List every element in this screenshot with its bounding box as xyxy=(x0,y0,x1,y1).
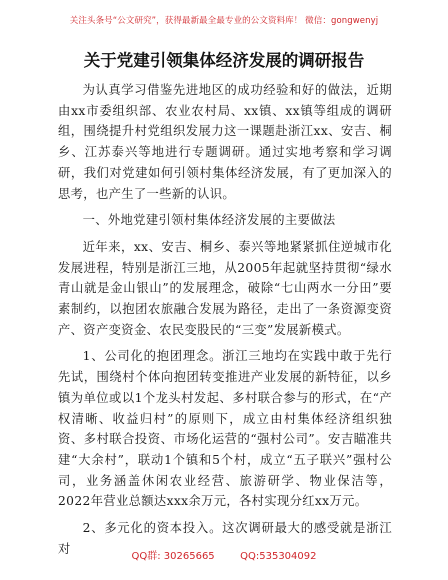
qq-text: QQ:535304092 xyxy=(240,551,317,562)
paragraph-overview: 近年来，xx、安吉、桐乡、泰兴等地紧紧抓住逆城市化发展进程，特别是浙江三地，从2005年起就坚持贯彻“绿水青山就是金山银山”的发展理念，破除“七山两水一分田”要素制约，以抱团农旅融合发展为路径，走出了一条资源变资产、资产变资金、农民变股民的“三变”发展新模式。 xyxy=(58,239,392,337)
document-title: 关于党建引领集体经济发展的调研报告 xyxy=(83,51,365,70)
paragraph-intro: 为认真学习借鉴先进地区的成功经验和好的做法，近期由xx市委组织部、农业农村局、xx镇、xx镇等组成的调研组，围绕提升村党组织发展力这一课题赴浙江xx、安吉、桐乡、江苏泰兴等地进行专题调研。通过实地考察和学习调研，我们对党建如何引领村集体经济发展，有了更加深入的思考，也产生了一些新的认识。 xyxy=(58,83,392,201)
footer-contact xyxy=(0,547,448,562)
paragraph-point-1: 1、公司化的抱团理念。浙江三地均在实践中敢于先行先试，围绕村个体向抱团转变推进产业发展的新特征，以乡镇为单位或以1个龙头村发起、多村联合参与的形式，在“产权清晰、收益归村”的原则下，成立由村集体经济组织独资、多村联合投资、市场化运营的“强村公司”。安吉瞄准共建“大余村”，联动1个镇和5个村，成立“五子联兴”强村公司，业务涵盖休闲农业经营、旅游研学、物业保洁等，2022年营业总额达xxx余万元，各村实现分红xx万元。 xyxy=(58,349,392,509)
header-banner: 关注头条号“公文研究”，获得最新最全最专业的公文资料库！ 微信：gongwenyj xyxy=(69,16,379,26)
section-heading: 一、外地党建引领村集体经济发展的主要做法 xyxy=(82,213,336,228)
qq-group-text: QQ群: 30265665 xyxy=(131,551,215,562)
document-body xyxy=(58,80,392,565)
paragraph-point-2: 2、多元化的资本投入。这次调研最大的感受就是浙江对 xyxy=(58,521,392,556)
